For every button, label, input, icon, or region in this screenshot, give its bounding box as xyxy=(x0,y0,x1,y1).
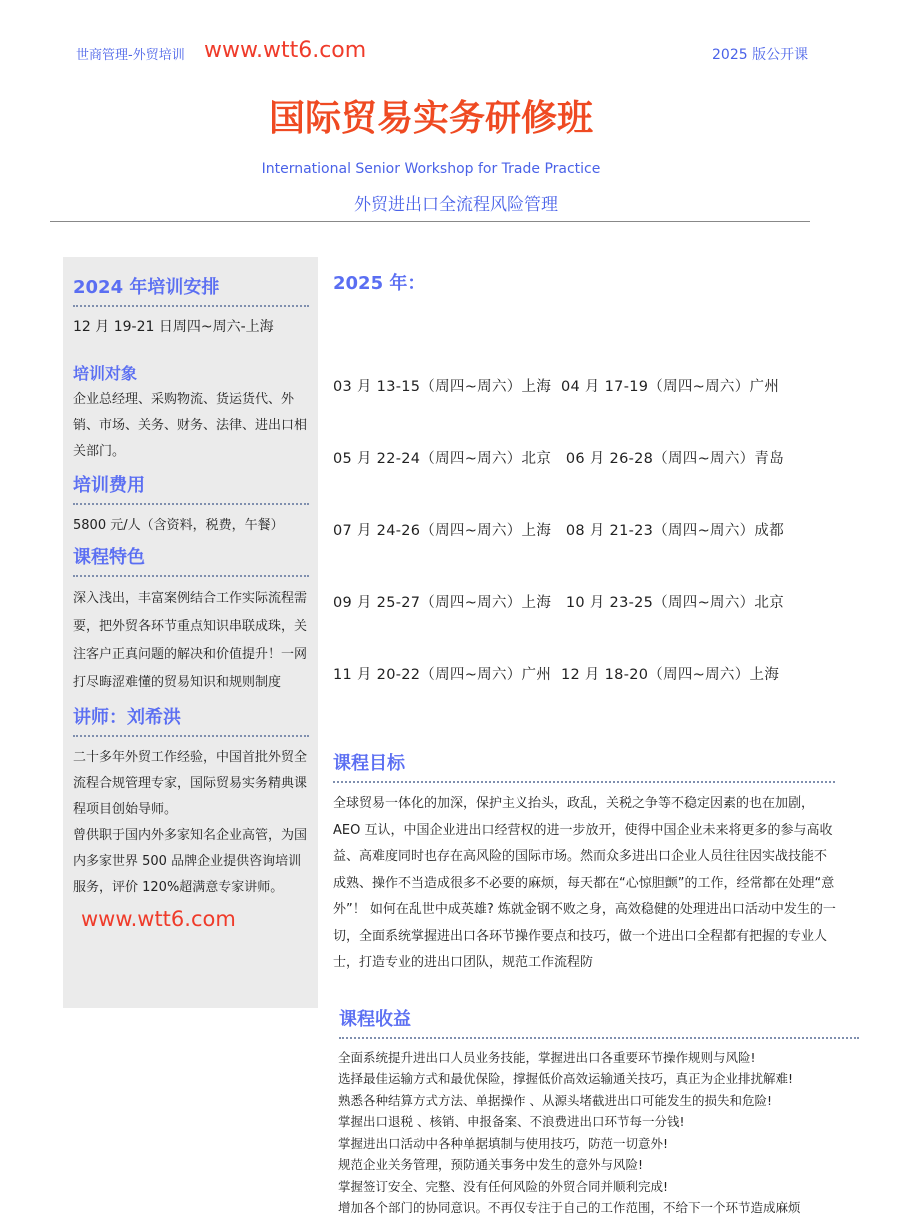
goal-text: 全球贸易一体化的加深，保护主义抬头，政乱，关税之争等不稳定因素的也在加剧，AEO 互认，中国企业进出口经营权的进一步放开，使得中国企业未来将更多的参与高收益、高难度同时也存在高风险的国际市场。然而众多进出口企业人员往往因实战技能不成熟、操作不当造成很多不必要的麻烦，每天都在“心惊胆颤”的工作，经常都在处理“意外”！ 如何在乱世中成英雄? 炼就金钢不败之身，高效稳健的处理进出口活动中发生的一切，全面系统掌握进出口各环节操作要点和技巧，做一个进出口全程都有把握的专业人士，打造专业的进出口团队，规范工作流程防 xyxy=(333,796,836,970)
lecturer-text: 二十多年外贸工作经验，中国首批外贸全流程合规管理专家，国际贸易实务精典课程项目创始导师。 xyxy=(73,750,308,817)
website-link[interactable]: www.wtt6.com xyxy=(81,907,236,931)
fee-heading: 培训费用 xyxy=(73,475,145,496)
list-item: 掌握签订安全、完整、没有任何风险的外贸合同并顺利完成! xyxy=(338,1178,669,1194)
divider xyxy=(339,1037,859,1039)
main-column xyxy=(333,271,860,1219)
list-item: 选择最佳运输方式和最优保险，撑握低价高效运输通关技巧，真正为企业排扰解难! xyxy=(338,1071,794,1086)
audience-heading: 培训对象 xyxy=(73,364,138,383)
list-item: 掌握进出口活动中各种单据填制与使用技巧，防范一切意外! xyxy=(338,1135,669,1151)
feature-heading: 课程特色 xyxy=(73,547,145,568)
lecturer-heading: 讲师：刘希洪 xyxy=(73,707,181,728)
goal-heading: 课程目标 xyxy=(333,753,405,774)
schedule-row: 07 月 24-26（周四~周六）上海 08 月 21-23（周四~周六）成都 xyxy=(333,523,785,539)
divider xyxy=(73,503,309,505)
divider xyxy=(73,575,309,577)
schedule-list xyxy=(333,327,860,735)
subtitle-cn: 外贸进出口全流程风险管理 xyxy=(354,195,558,215)
schedule-row: 09 月 25-27（周四~周六）上海 10 月 23-25（周四~周六）北京 xyxy=(333,595,785,611)
schedule-row: 05 月 22-24（周四~周六）北京 06 月 26-28（周四~周六）青岛 xyxy=(333,451,785,467)
lecturer-text: 曾供职于国内外多家知名企业高管，为国内多家世界 500 品牌企业提供咨询培训服务，评价 120%超满意专家讲师。 xyxy=(73,828,308,895)
schedule-row: 11 月 20-22（周四~周六）广州 12 月 18-20（周四~周六）上海 xyxy=(333,667,780,683)
website-link[interactable]: www.wtt6.com xyxy=(204,38,367,63)
subtitle-en: International Senior Workshop for Trade Practice xyxy=(261,161,601,177)
benefit-list xyxy=(338,1047,860,1219)
schedule-heading: 2024 年培训安排 xyxy=(73,277,220,298)
audience-text: 企业总经理、采购物流、货运货代、外销、市场、关务、财务、法律、进出口相关部门。 xyxy=(73,392,308,459)
list-item: 规范企业关务管理，预防通关事务中发生的意外与风险! xyxy=(338,1157,644,1172)
sidebar xyxy=(63,257,318,1008)
divider xyxy=(333,781,835,783)
brand-label: 世商管理-外贸培训 xyxy=(76,48,185,63)
header-divider xyxy=(50,221,810,222)
benefit-heading: 课程收益 xyxy=(339,1008,411,1030)
schedule-row: 03 月 13-15（周四~周六）上海 04 月 17-19（周四~周六）广州 xyxy=(333,379,780,395)
page-title: 国际贸易实务研修班 xyxy=(268,98,593,139)
fee-text: 5800 元/人（含资料，税费，午餐） xyxy=(73,518,284,533)
divider xyxy=(73,735,309,737)
edition-label: 2025 版公开课 xyxy=(712,47,809,63)
list-item: 全面系统提升进出口人员业务技能，掌握进出口各重要环节操作规则与风险! xyxy=(338,1049,756,1065)
list-item: 掌握出口退税 、核销、申报备案、不浪费进出口环节每一分钱! xyxy=(338,1114,685,1129)
schedule-text: 12 月 19-21 日周四~周六-上海 xyxy=(73,319,274,335)
divider xyxy=(73,305,309,307)
list-item: 熟悉各种结算方式方法、单据操作 、从源头堵截进出口可能发生的损失和危险! xyxy=(338,1092,772,1108)
year-heading: 2025 年： xyxy=(333,273,426,294)
feature-text: 深入浅出，丰富案例结合工作实际流程需要，把外贸各环节重点知识串联成珠，关注客户正真问题的解决和价值提升！一网打尽晦涩难懂的贸易知识和规则制度 xyxy=(73,591,308,690)
list-item: 增加各个部门的协同意识。不再仅专注于自己的工作范围，不给下一个环节造成麻烦 xyxy=(338,1200,801,1215)
